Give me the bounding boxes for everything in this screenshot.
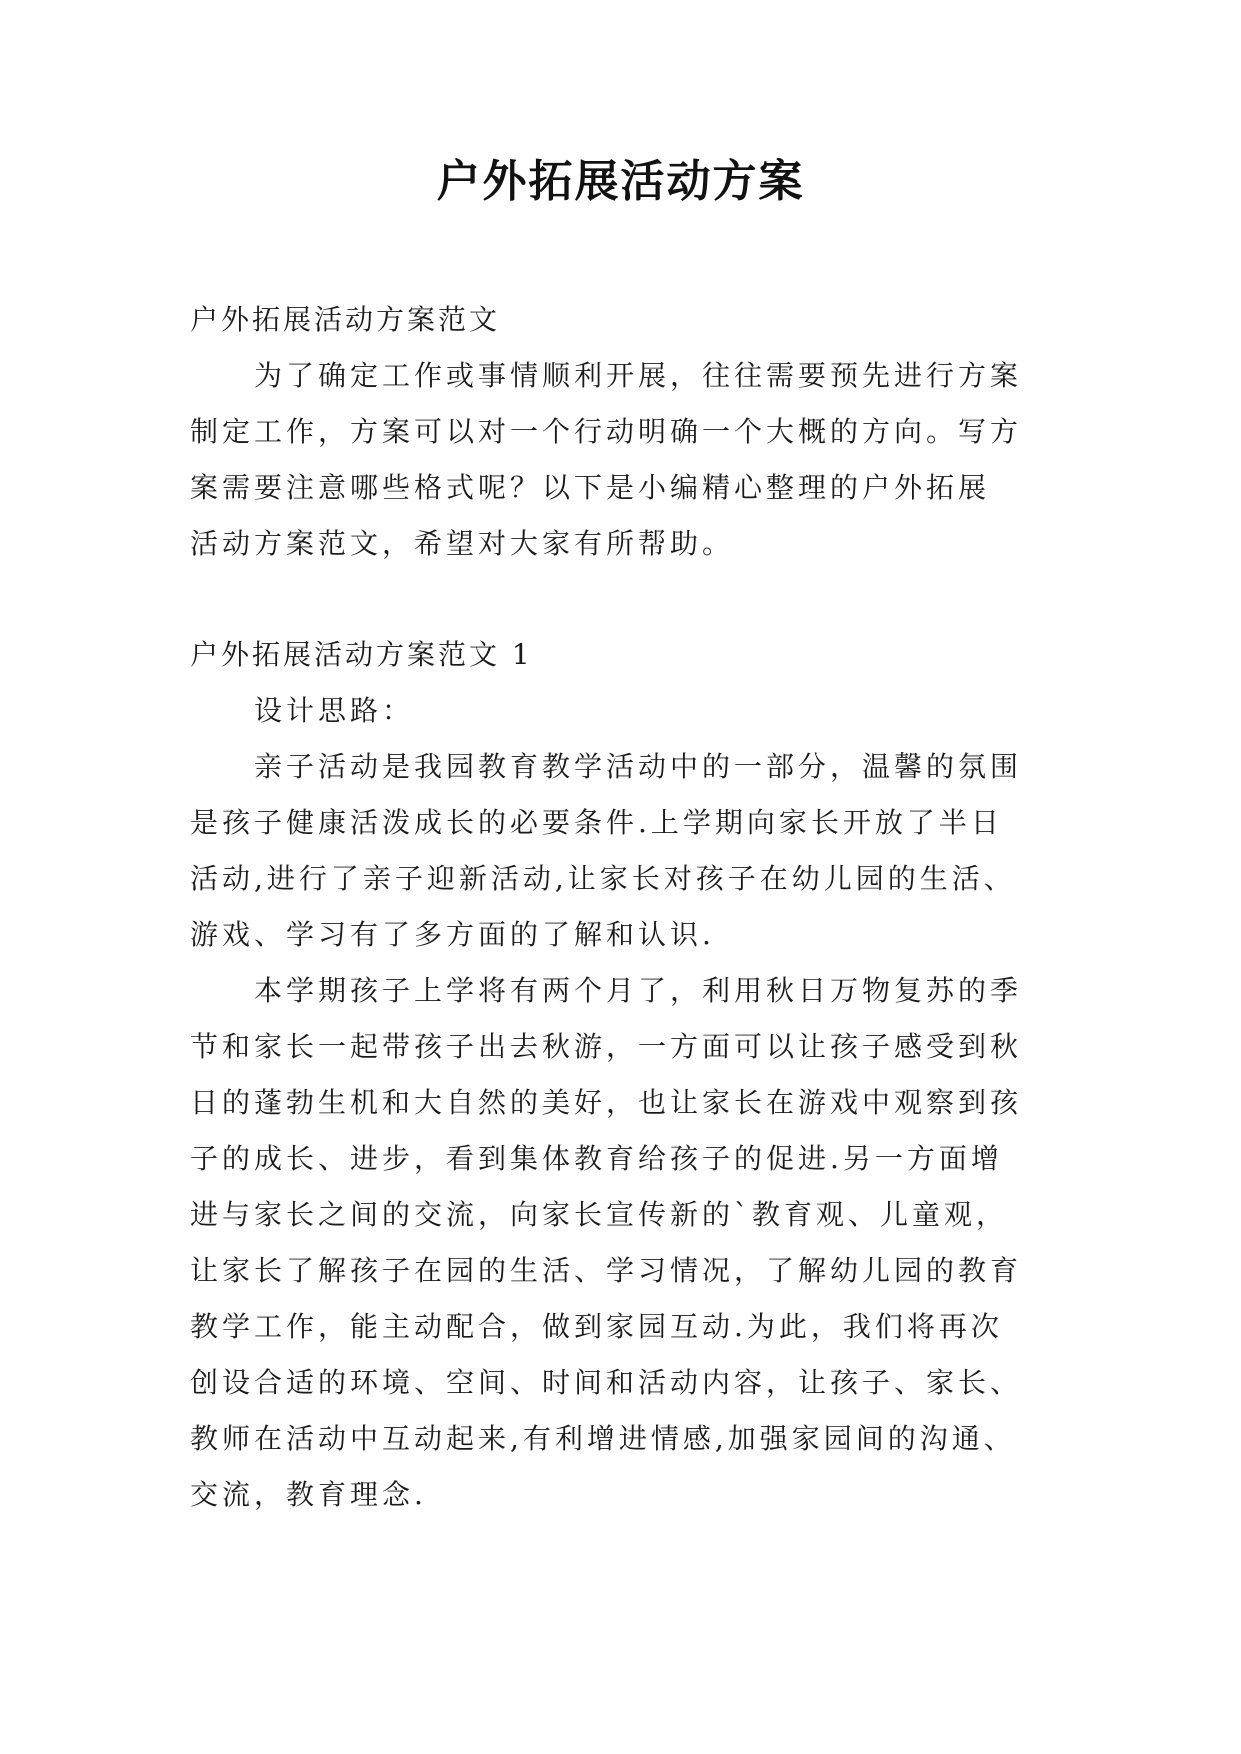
paragraph-line: 创设合适的环境、空间、时间和活动内容，让孩子、家长、 (190, 1366, 1023, 1399)
document-title: 户外拓展活动方案 (436, 156, 805, 207)
paragraph-line: 游戏、学习有了多方面的了解和认识. (190, 918, 715, 951)
paragraph-line: 日的蓬勃生机和大自然的美好，也让家长在游戏中观察到孩 (190, 1086, 1023, 1119)
design-label (190, 683, 1050, 739)
intro-line: 为了确定工作或事情顺利开展，往往需要预先进行方案 (190, 359, 1023, 392)
section-heading-main: 户外拓展活动方案范文 (190, 303, 501, 336)
paragraph-line: 活动,进行了亲子迎新活动,让家长对孩子在幼儿园的生活、 (190, 862, 1016, 895)
paragraph-line: 教师在活动中互动起来,有利增进情感,加强家园间的沟通、 (190, 1422, 1016, 1455)
paragraph-line: 本学期孩子上学将有两个月了，利用秋日万物复苏的季 (190, 974, 1023, 1007)
design-label-line: 设计思路： (190, 694, 415, 727)
paragraph-2 (190, 963, 1050, 1523)
section-heading-1: 户外拓展活动方案范文 1 (190, 638, 533, 671)
spacer (190, 572, 1050, 627)
intro-line: 活动方案范文，希望对大家有所帮助。 (190, 527, 735, 560)
paragraph-1 (190, 739, 1050, 963)
paragraph-line: 是孩子健康活泼成长的必要条件.上学期向家长开放了半日 (190, 806, 1003, 839)
intro-paragraph (190, 348, 1050, 572)
paragraph-line: 交流，教育理念. (190, 1478, 427, 1511)
paragraph-line: 节和家长一起带孩子出去秋游，一方面可以让孩子感受到秋 (190, 1030, 1023, 1063)
intro-line: 制定工作，方案可以对一个行动明确一个大概的方向。写方 (190, 415, 1023, 448)
paragraph-line: 教学工作，能主动配合，做到家园互动.为此，我们将再次 (190, 1310, 1003, 1343)
paragraph-line: 让家长了解孩子在园的生活、学习情况，了解幼儿园的教育 (190, 1254, 1023, 1287)
intro-line: 案需要注意哪些格式呢？以下是小编精心整理的户外拓展 (190, 471, 991, 504)
paragraph-line: 进与家长之间的交流，向家长宣传新的`教育观、儿童观， (190, 1198, 1009, 1231)
paragraph-line: 子的成长、进步，看到集体教育给孩子的促进.另一方面增 (190, 1142, 1003, 1175)
document-body (190, 292, 1050, 1523)
paragraph-line: 亲子活动是我园教育教学活动中的一部分，温馨的氛围 (190, 750, 1023, 783)
